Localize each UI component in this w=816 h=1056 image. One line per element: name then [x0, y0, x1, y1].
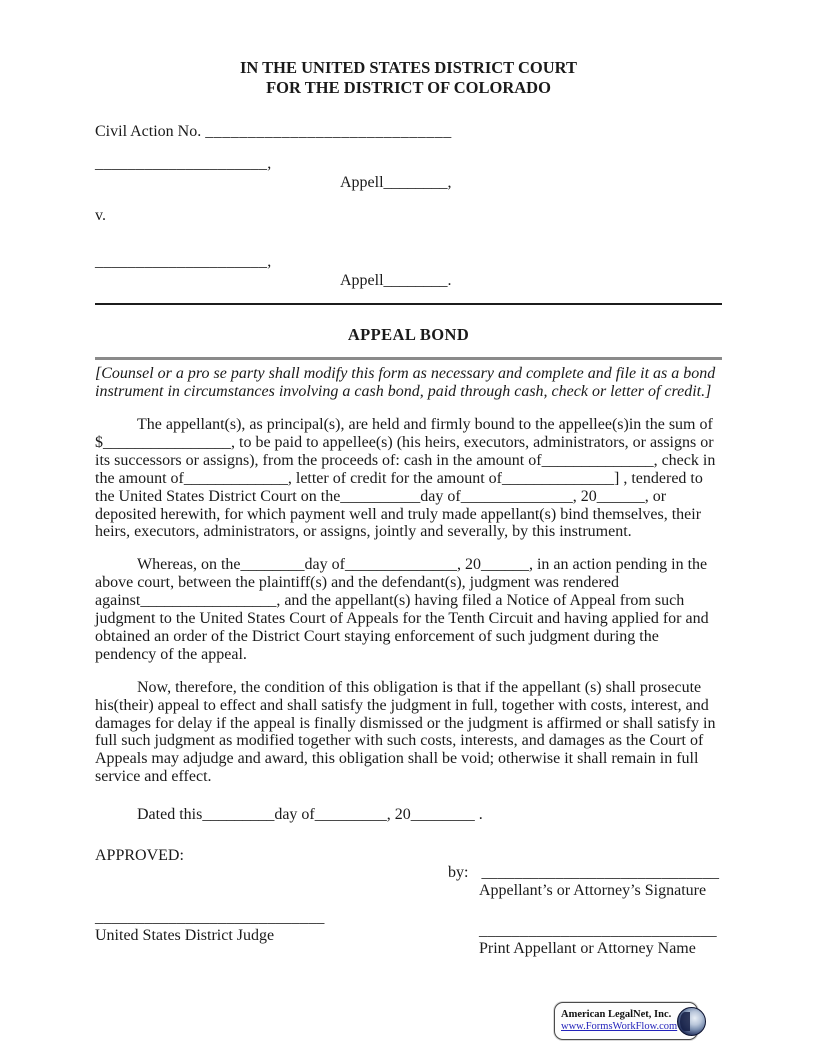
judge-signature-line: ____________________________ [95, 909, 325, 926]
civil-action-label: Civil Action No. [95, 123, 202, 141]
legalnet-company-name: American LegalNet, Inc. [561, 1008, 672, 1020]
court-header [95, 58, 722, 98]
appellant-designation-blank-2: Appell________. [340, 271, 452, 289]
court-title-line-1: IN THE UNITED STATES DISTRICT COURT [239, 58, 577, 77]
dated-line: Dated this_________day of_________, 20________ . [137, 806, 483, 824]
legalnet-badge-text [561, 1009, 677, 1033]
approval-right-column [448, 847, 722, 958]
party2-name-row [95, 253, 722, 271]
bond-paragraph-2: Whereas, on the________day of______________, 20______, in an action pending in the above court, between the plaintiff(s) and the defendant(s), judgment was rendered against_________________, and the appellant(s) having filed a Notice of Appeal from such judgment to the United States Court of Appeals for the Tenth Circuit and having applied for and obtained an order of the District Court staying enforcement of such judgment during the pendency of the appeal. [95, 556, 709, 663]
approval-section [95, 847, 722, 958]
court-title-line-2: FOR THE DISTRICT OF COLORADO [266, 78, 551, 98]
instruction-note: [Counsel or a pro se party shall modify this form as necessary and complete and file it as a bond instrument in circumstances involving a cash bond, paid through cash, check or letter of credit.] [95, 365, 716, 401]
by-label: by: [448, 864, 469, 882]
party2-designation-row [95, 272, 722, 290]
print-name-block [448, 922, 722, 958]
appellant-designation-blank-1: Appell________, [340, 174, 452, 192]
party2-name-blank: _____________________, [95, 252, 272, 270]
bond-paragraph-3: Now, therefore, the condition of this obligation is that if the appellant (s) shall prosecute his(their) appeal to effect and shall satisfy the judgment in full, together with costs, interest, and damages for delay if the appeal is finally dismissed or the judgment is affirmed or shall satisfy in full such judgment as modified together with such costs, interests, and damages as the Court of Appeals may adjudge and award, this obligation shall be void; otherwise it shall remain in full service and effect. [95, 678, 716, 786]
caption-divider-rule [95, 303, 722, 305]
civil-action-number-blank: _____________________________ [205, 123, 452, 141]
party1-name-row [95, 155, 722, 173]
globe-icon [677, 1007, 706, 1036]
print-name-line: _____________________________ [479, 921, 717, 939]
bond-paragraph-1: The appellant(s), as principal(s), are held and firmly bound to the appellee(s)in the sum of $________________, to be paid to appellee(s) (his heirs, executors, administrators, or assigns or its successors or assigns), from the proceeds of: cash in the amount of______________, check in the amount of_____________, letter of credit for the amount of______________] , tendered to the United States District Court on the__________day of______________, 20______, or deposited herewith, for which payment well and truly made appellant(s) bind themselves, their heirs, executors, administrators, or assigns, jointly and severally, by this instrument. [95, 415, 716, 541]
legalnet-website-link[interactable]: www.FormsWorkFlow.com [561, 1021, 678, 1032]
appellant-signature-row [448, 847, 722, 882]
judge-signature-block [95, 909, 448, 945]
versus-row [95, 207, 722, 225]
appellant-signature-caption: Appellant’s or Attorney’s Signature [479, 882, 707, 899]
approval-left-column [95, 847, 448, 958]
party1-name-blank: _____________________, [95, 155, 272, 173]
party1-designation-row [95, 174, 722, 192]
versus-label: v. [95, 206, 106, 224]
title-divider-rule [95, 357, 722, 360]
approved-label: APPROVED: [95, 847, 184, 865]
form-title: APPEAL BOND [347, 324, 470, 344]
print-name-caption: Print Appellant or Attorney Name [479, 939, 696, 957]
judge-signature-caption: United States District Judge [95, 926, 275, 944]
legalnet-badge [554, 1002, 698, 1040]
civil-action-row [95, 123, 722, 141]
appellant-signature-line: _____________________________ [481, 864, 720, 882]
